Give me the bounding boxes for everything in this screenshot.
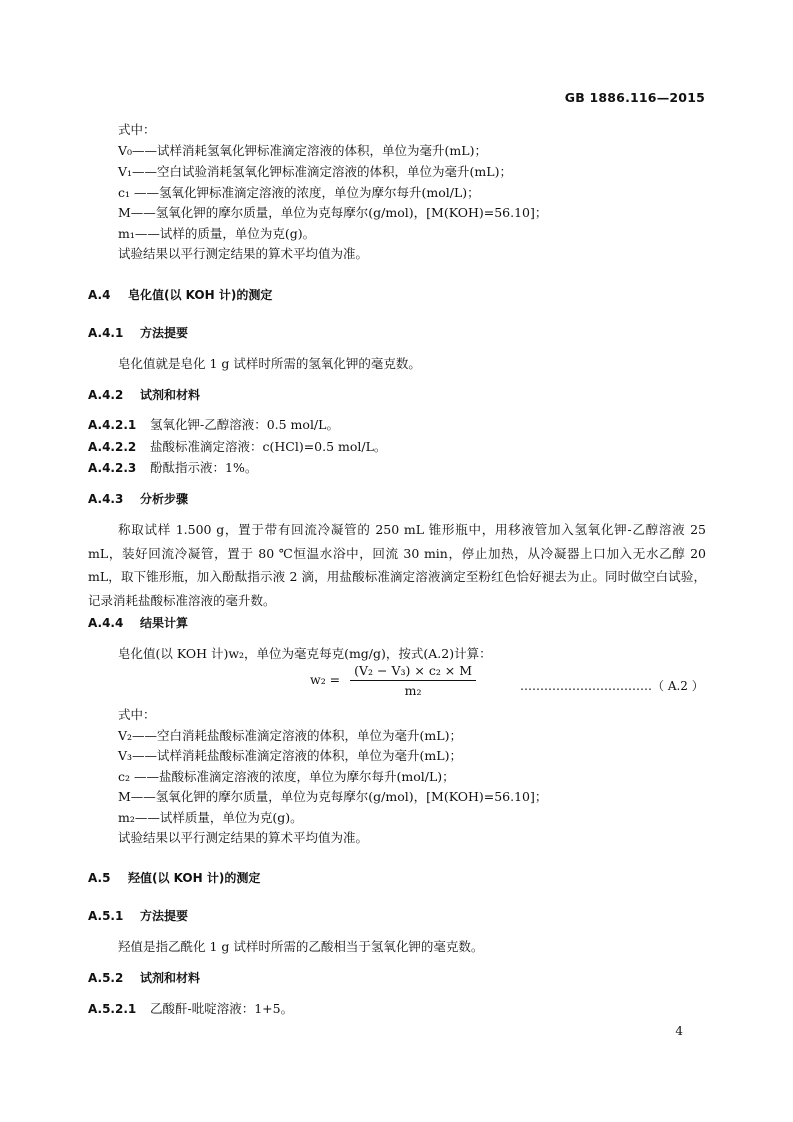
definition-line: m₂——试样质量，单位为克(g)。 bbox=[118, 810, 303, 825]
reagent-text: 盐酸标准滴定溶液：c(HCl)=0.5 mol/L。 bbox=[149, 439, 387, 454]
subsection-title: 分析步骤 bbox=[139, 492, 188, 506]
subsection-heading bbox=[88, 614, 188, 632]
equation-numerator: (V₂ − V₃) × c₂ × M bbox=[350, 663, 476, 681]
definition-line: c₂ ——盐酸标准滴定溶液的浓度，单位为摩尔每升(mol/L)； bbox=[118, 769, 455, 784]
paragraph: 羟值是指乙酰化 1 g 试样时所需的乙酸相当于氢氧化钾的毫克数。 bbox=[118, 939, 484, 954]
subsection-heading bbox=[88, 490, 188, 508]
definition-line: m₁——试样的质量，单位为克(g)。 bbox=[118, 226, 316, 241]
subsection-number: A.4.4 bbox=[88, 616, 124, 630]
definition-line: c₁ ——氢氧化钾标准滴定溶液的浓度，单位为摩尔每升(mol/L)； bbox=[118, 185, 480, 200]
definition-line: V₃——试样消耗盐酸标准滴定溶液的体积，单位为毫升(mL)； bbox=[118, 748, 462, 763]
subsection-title: 方法提要 bbox=[139, 326, 188, 340]
where-label: 式中： bbox=[118, 122, 156, 137]
subsection-title: 试剂和材料 bbox=[139, 971, 200, 985]
result-note: 试验结果以平行测定结果的算术平均值为准。 bbox=[118, 246, 369, 261]
equation-fraction bbox=[350, 663, 476, 698]
subsection-number: A.5.1 bbox=[88, 909, 124, 923]
equation-a2 bbox=[310, 663, 476, 698]
subsection-title: 结果计算 bbox=[139, 616, 188, 630]
reagent-text: 酚酞指示液：1%。 bbox=[149, 460, 258, 475]
reagent-item bbox=[88, 1000, 293, 1018]
section-number: A.4 bbox=[88, 288, 111, 302]
subsection-number: A.4.3 bbox=[88, 492, 124, 506]
reagent-number: A.4.2.2 bbox=[88, 440, 137, 454]
section-heading-a5 bbox=[88, 869, 260, 887]
definition-line: M——氢氧化钾的摩尔质量，单位为克每摩尔(g/mol)，[M(KOH)=56.10]； bbox=[118, 789, 548, 804]
subsection-number: A.4.2 bbox=[88, 388, 124, 402]
paragraph: 皂化值就是皂化 1 g 试样时所需的氢氧化钾的毫克数。 bbox=[118, 356, 421, 371]
reagent-text: 乙酸酐-吡啶溶液：1+5。 bbox=[149, 1001, 294, 1016]
reagent-item bbox=[88, 459, 257, 477]
reagent-item bbox=[88, 438, 386, 456]
equation-reference: ……………………………（ A.2 ） bbox=[520, 679, 704, 693]
where-label: 式中： bbox=[118, 707, 156, 722]
subsection-heading bbox=[88, 386, 200, 404]
calculation-intro: 皂化值(以 KOH 计)w₂，单位为毫克每克(mg/g)，按式(A.2)计算： bbox=[118, 646, 492, 661]
equation-denominator: m₂ bbox=[404, 683, 422, 698]
reagent-text: 氢氧化钾-乙醇溶液：0.5 mol/L。 bbox=[149, 417, 339, 432]
equation-lhs: w₂ = bbox=[310, 672, 341, 687]
subsection-number: A.4.1 bbox=[88, 326, 124, 340]
procedure-paragraph: 称取试样 1.500 g，置于带有回流冷凝管的 250 mL 锥形瓶中，用移液管加入氢氧化钾-乙醇溶液 25 mL，装好回流冷凝管，置于 80 ℃恒温水浴中，回流 30 min，停止加热，从冷凝器上口加入无水乙醇 20 mL，取下锥形瓶，加入酚酞指示液 2 滴，用盐酸标准滴定溶液滴定至粉红色恰好褪去为止。同时做空白试验，记录消耗盐酸标准溶液的毫升数。 bbox=[88, 522, 706, 608]
definition-line: V₁——空白试验消耗氢氧化钾标准滴定溶液的体积，单位为毫升(mL)； bbox=[118, 164, 512, 179]
definition-line: V₂——空白消耗盐酸标准滴定溶液的体积，单位为毫升(mL)； bbox=[118, 728, 462, 743]
subsection-title: 试剂和材料 bbox=[139, 388, 200, 402]
section-title: 皂化值(以 KOH 计)的测定 bbox=[127, 288, 273, 302]
definition-line: M——氢氧化钾的摩尔质量，单位为克每摩尔(g/mol)，[M(KOH)=56.10]； bbox=[118, 205, 548, 220]
reagent-item bbox=[88, 416, 339, 434]
subsection-title: 方法提要 bbox=[139, 909, 188, 923]
section-title: 羟值(以 KOH 计)的测定 bbox=[127, 871, 261, 885]
reagent-number: A.5.2.1 bbox=[88, 1002, 137, 1016]
result-note: 试验结果以平行测定结果的算术平均值为准。 bbox=[118, 830, 369, 845]
subsection-number: A.5.2 bbox=[88, 971, 124, 985]
definition-line: V₀——试样消耗氢氧化钾标准滴定溶液的体积，单位为毫升(mL)； bbox=[118, 143, 487, 158]
subsection-heading bbox=[88, 907, 188, 925]
section-heading-a4 bbox=[88, 286, 272, 304]
reagent-number: A.4.2.3 bbox=[88, 461, 137, 475]
subsection-heading bbox=[88, 969, 200, 987]
standard-code-header: GB 1886.116—2015 bbox=[564, 90, 705, 105]
section-number: A.5 bbox=[88, 871, 111, 885]
page-number: 4 bbox=[675, 1024, 683, 1038]
reagent-number: A.4.2.1 bbox=[88, 418, 137, 432]
subsection-heading bbox=[88, 324, 188, 342]
